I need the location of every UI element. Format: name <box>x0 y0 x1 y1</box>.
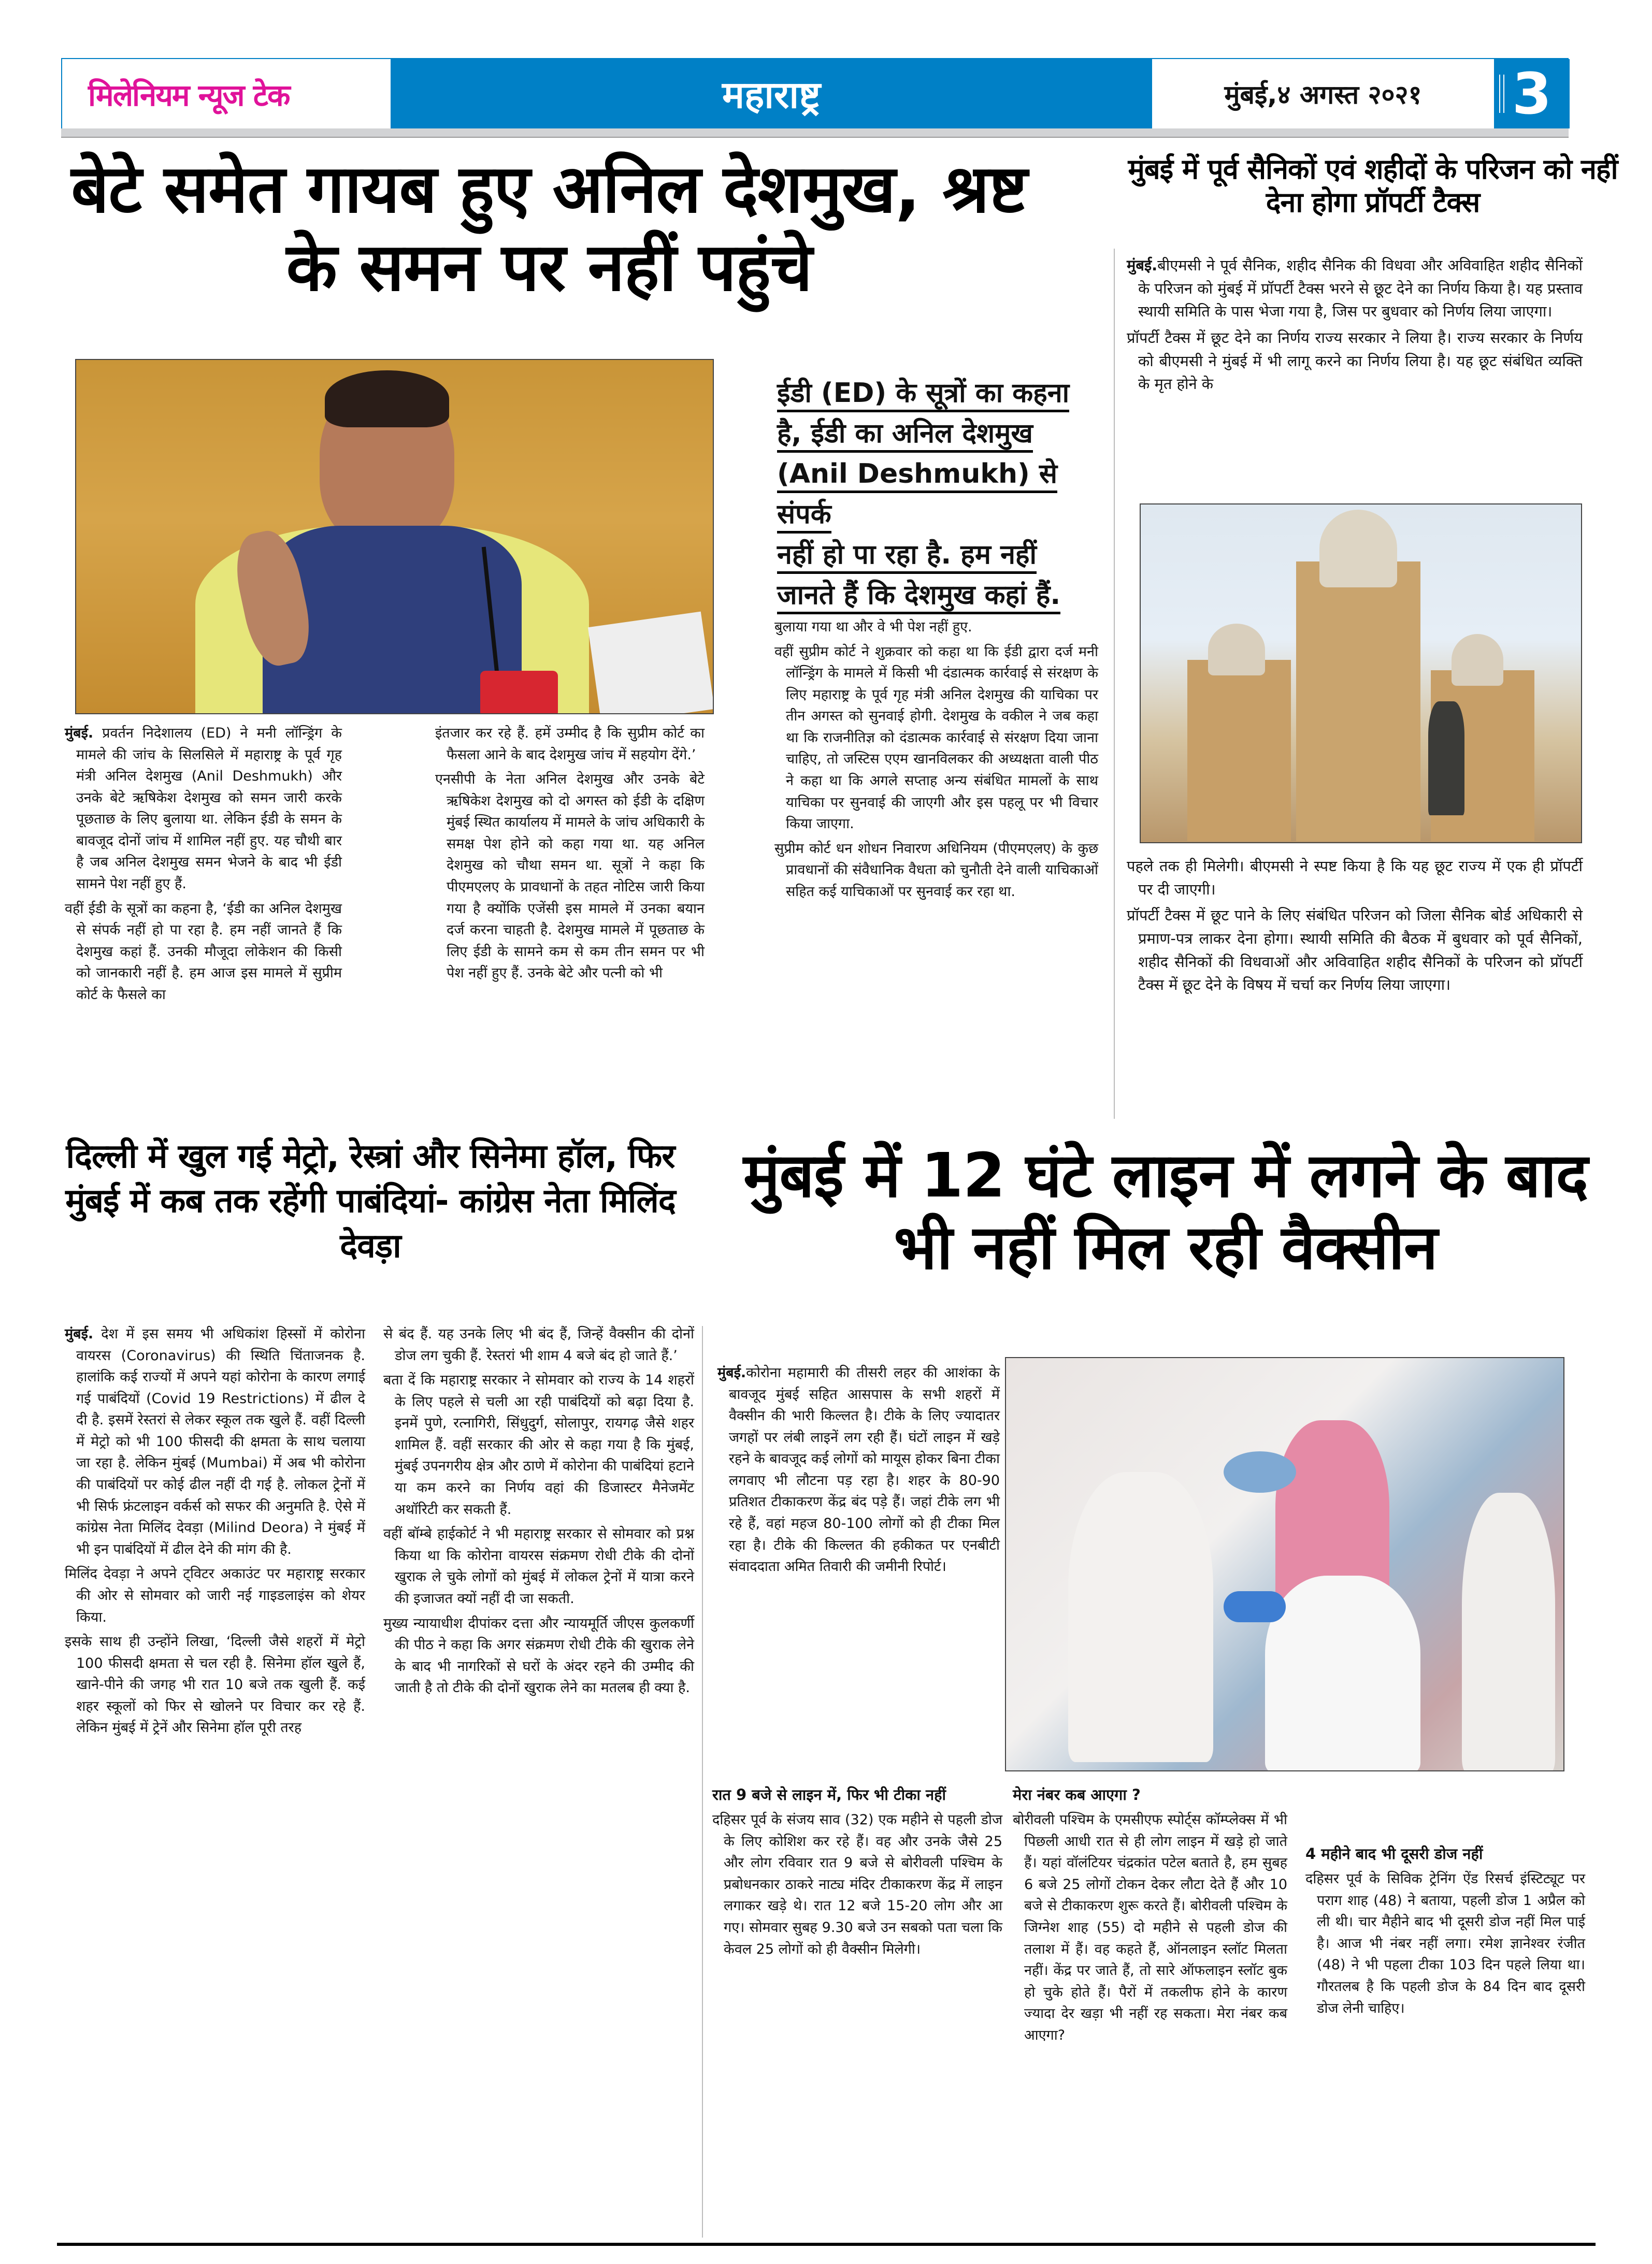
paragraph: मुंबई.बीएमसी ने पूर्व सैनिक, शहीद सैनिक की विधवा और अविवाहित शहीद सैनिकों के परिजन को मुंबई में प्रॉपर्टी टैक्स भरने से छूट देने का निर्णय किया है। यह प्रस्ताव स्थायी समिति के पास भेजा गया है, जिस पर बुधवार को निर्णय लिया जाएगा। <box>1127 256 1583 321</box>
paragraph: सुप्रीम कोर्ट धन शोधन निवारण अधिनियम (पीएमएलए) के कुछ प्रावधानों की संवैधानिक वैधता को चुनौती देने वाली याचिकाओं सहित कई याचिकाओं पर सुनवाई कर रहा था. <box>774 840 1098 900</box>
pullquote-line: (Anil Deshmukh) से संपर्क <box>777 458 1057 533</box>
paragraph: मुंबई.कोरोना महामारी की तीसरी लहर की आशंका के बावजूद मुंबई सहित आसपास के सभी शहरों में वैक्सीन की भारी किल्लत है। टीके के लिए ज्यादातर जगहों पर लंबी लाइनें लग रही हैं। घंटों लाइन में खड़े रहने के बावजूद कई लोगों को मायूस होकर बिना टीका लगवाए भी लौटना पड़ रहा है। शहर के 80-90 प्रतिशत टीकाकरण केंद्र बंद पड़े हैं। जहां टीके लग भी रहे हैं, वहां महज 80-100 लोगों को ही टीका मिल रहा है। टीके की किल्लत की हकीकत पर एनबीटी संवाददाता अमित तिवारी की जमीनी रिपोर्ट। <box>717 1365 1000 1575</box>
paragraph: दहिसर पूर्व के संजय साव (32) एक महीने से पहली डोज के लिए कोशिश कर रहे हैं। वह और उनके जैसे 25 और लोग रविवार रात 9 बजे से बोरीवली पश्चिम के प्रबोधनकार ठाकरे नाट्य मंदिर टीकाकरण केंद्र में लाइन लगाकर खड़े थे। रात 12 बजे 15-20 लोग और आ गए। सोमवार सुबह 9.30 बजे उन सबको पता चला कि केवल 25 लोगों को ही वैक्सीन मिलेगी। <box>712 1812 1002 1957</box>
page-bottom-rule <box>57 2243 1596 2246</box>
photo-bmc-building <box>1140 503 1582 843</box>
paragraph: वहीं ईडी के सूत्रों का कहना है, ‘ईडी का अनिल देशमुख से संपर्क नहीं हो पा रहा है. हम नहीं जानते हैं कि देशमुख कहां हैं. उनकी मौजूदा लोकेशन की किसी को जानकारी नहीं है. हम आज इस मामले में सुप्रीम कोर्ट के फैसले का <box>65 900 342 1003</box>
paragraph: प्रॉपर्टी टैक्स में छूट देने का निर्णय राज्य सरकार ने लिया है। राज्य सरकार के निर्णय को बीएमसी ने मुंबई में भी लागू करने का निर्णय लिया है। यह छूट संबंधित व्यक्ति के मृत होने के <box>1127 328 1583 393</box>
vaccine-intro <box>717 1362 1000 1581</box>
deshmukh-col-1 <box>65 723 342 1009</box>
pullquote-line: नहीं हो पा रहा है. हम नहीं <box>777 539 1037 574</box>
paragraph: इसके साथ ही उन्होंने लिखा, ‘दिल्ली जैसे शहरों में मेट्रो 100 फीसदी क्षमता से चल रही है. सिनेमा हॉल खुले हैं, खाने-पीने की जगह भी रात 10 बजे तक खुली हैं. कई शहर स्कूलों को फिर से खोलने पर विचार कर रहे हैं. लेकिन मुंबई में ट्रेनें और सिनेमा हॉल पूरी तरह <box>65 1634 365 1736</box>
vaccine-col-3 <box>1305 1782 1585 2022</box>
photo-dome-left <box>1208 624 1265 675</box>
dateline: मुंबई. <box>717 1365 746 1381</box>
photo-dome-right <box>1452 634 1503 686</box>
pullquote-line: ईडी (ED) के सूत्रों का कहना <box>777 378 1069 412</box>
photo-dome-center <box>1319 510 1397 587</box>
vaccine-col-2 <box>1013 1782 1287 2050</box>
photo-mic-flag <box>480 671 558 714</box>
paragraph: मिलिंद देवड़ा ने अपने ट्विटर अकाउंट पर महाराष्ट्र सरकार की ओर से सोमवार को जारी नई गाइडलाइंस को शेयर किया. <box>65 1566 365 1625</box>
deshmukh-col-3 <box>774 616 1098 906</box>
photo-deshmukh <box>75 359 714 714</box>
dateline: मुंबई. <box>65 1326 94 1342</box>
photo-statue <box>1428 701 1464 815</box>
paragraph: इंतजार कर रहे हैं. हमें उम्मीद है कि सुप्रीम कोर्ट का फैसला आने के बाद देशमुख जांच में सहयोग देंगे.’ <box>435 725 705 763</box>
photo-glove <box>1224 1591 1286 1622</box>
column-divider <box>702 1326 703 2238</box>
deshmukh-col-2 <box>435 723 705 987</box>
subhead-my-turn: मेरा नंबर कब आएगा ? <box>1013 1786 1141 1804</box>
paragraph: प्रॉपर्टी टैक्स में छूट पाने के लिए संबंधित परिजन को जिला सैनिक बोर्ड अधिकारी से प्रमाण-पत्र लाकर देना होगा। स्थायी समिति की बैठक में बुधवार को पूर्व सैनिकों, शहीद सैनिकों की विधवाओं और अविवाहित शहीद सैनिकों के परिजन को प्रॉपर्टी टैक्स में छूट देने के विषय में चर्चा कर निर्णय लिया जाएगा। <box>1127 906 1583 994</box>
section-title: महाराष्ट्र <box>391 59 1152 128</box>
paragraph: मुंबई. प्रवर्तन निदेशालय (ED) ने मनी लॉन्ड्रिंग के मामले की जांच के सिलसिले में महाराष्ट्र के पूर्व गृह मंत्री अनिल देशमुख (Anil Deshmukh) और उनके बेटे ऋषिकेश देशमुख को समन जारी करके पूछताछ के लिए बुलाया था. लेकिन ईडी के समन के बावजूद दोनों जांच में शामिल नहीं हुए. यह चौथी बार है जब अनिल देशमुख समन भेजने के बाद भी ईडी सामने पेश नहीं हुए हैं. <box>65 725 342 892</box>
paragraph: बुलाया गया था और वे भी पेश नहीं हुए. <box>774 619 972 635</box>
photo-wing-left <box>1187 660 1291 841</box>
delhi-col-1 <box>65 1323 365 1742</box>
masthead <box>61 58 1569 128</box>
photo-figure-hair <box>325 370 449 427</box>
property-tax-top <box>1127 254 1583 399</box>
property-tax-bottom <box>1127 855 1583 1000</box>
delhi-col-2 <box>383 1323 694 1702</box>
paragraph: पहले तक ही मिलेगी। बीएमसी ने स्पष्ट किया है कि यह छूट राज्य में एक ही प्रॉपर्टी पर दी जाएगी। <box>1127 857 1583 898</box>
headline-vaccine: मुंबई में 12 घंटे लाइन में लगने के बाद भी नहीं मिल रही वैक्सीन <box>743 1140 1588 1284</box>
photo-vaccination <box>1005 1357 1564 1771</box>
photo-nurse-right <box>1462 1493 1555 1771</box>
paragraph: दहिसर पूर्व के सिविक ट्रेनिंग ऐंड रिसर्च इंस्टिट्यूट पर पराग शाह (48) ने बताया, पहली डोज 1 अप्रैल को ली थी। चार मैहीने बाद भी दूसरी डोज नहीं मिल पाई है। आज भी नंबर नहीं लगा। रमेश ज्ञानेश्वर रंजीत (48) ने भी पहला टीका 103 दिन पहले लिया था। गौरतलब है कि पहली डोज के 84 दिन बाद दूसरी डोज लेनी चाहिए। <box>1305 1871 1585 2016</box>
paragraph: मुंबई. देश में इस समय भी अधिकांश हिस्सों में कोरोना वायरस (Coronavirus) की स्थिति चिंताजनक है. हालांकि कई राज्यों में अपने यहां कोरोना के कारण लगाई गई पाबंदियों (Covid 19 Restrictions) में ढील दे दी है. इसमें रेस्तरां से लेकर स्कूल तक खुले हैं. वहीं दिल्ली में मेट्रो को भी 100 फीसदी की क्षमता के साथ चलाया जा रहा है. लेकिन मुंबई (Mumbai) में अब भी कोरोना की पाबंदियों पर कोई ढील नहीं दी गई है. लोकल ट्रेनों में भी सिर्फ फ्रंटलाइन वर्कर्स को सफर की अनुमति है. ऐसे में कांग्रेस नेता मिलिंद देवड़ा (Milind Deora) ने मुंबई में भी इन पाबंदियों में ढील देने की मांग की है. <box>65 1326 365 1558</box>
photo-paper <box>588 612 714 714</box>
paragraph: बता दें कि महाराष्ट्र सरकार ने सोमवार को राज्य के 14 शहरों के लिए पहले से चली आ रही पाबंदियों को बढ़ा दिया है. इनमें पुणे, रत्नागिरी, सिंधुदुर्ग, सोलापुर, रायगढ़ जैसे शहर शामिल हैं. वहीं सरकार की ओर से कहा गया है कि मुंबई, मुंबई उपनगरीय क्षेत्र और ठाणे में कोरोना की पाबंदियां हटाने या कम करने का निर्णय वहां की डिजास्टर मैनेजमेंट अथॉरिटी कर सकती हैं. <box>383 1372 694 1518</box>
masthead-divider <box>61 128 1569 138</box>
pullquote-line: जानते हैं कि देशमुख कहां हैं. <box>777 580 1060 614</box>
issue-date: मुंबई,४ अगस्त २०२१ <box>1224 80 1422 110</box>
vaccine-col-1 <box>712 1782 1002 1963</box>
pullquote-deshmukh <box>777 373 1109 615</box>
paragraph: वहीं बॉम्बे हाईकोर्ट ने भी महाराष्ट्र सरकार से सोमवार को प्रश्न किया था कि कोरोना वायरस संक्रमण रोधी टीके की दोनों खुराक ले चुके लोगों को मुंबई में लोकल ट्रेनों में यात्रा करने की इजाजत क्यों नहीं दी जा सकती. <box>383 1526 694 1607</box>
dateline: मुंबई. <box>1127 256 1158 274</box>
photo-health-worker <box>1068 1472 1213 1762</box>
headline-deshmukh: बेटे समेत गायब हुए अनिल देशमुख, श्रष्ट के समन पर नहीं पहुंचे <box>71 151 1027 307</box>
paragraph: बोरीवली पश्चिम के एमसीएफ स्पोर्ट्स कॉम्प्लेक्स में भी पिछली आधी रात से ही लोग लाइन में खड़े हो जाते हैं। यहां वॉलंटियर चंद्रकांत पटेल बताते है, हम सुबह 6 बजे 25 लोगों टोकन देकर लौटा देते हैं और 10 बजे से टीकाकरण शुरू करते हैं। बोरीवली पश्चिम के जिग्नेश शाह (55) दो महीने से पहली डोज की तलाश में हैं। वह कहते हैं, ऑनलाइन स्लॉट मिलता नहीं। केंद्र पर जाते हैं, तो सारे ऑफलाइन स्लॉट बुक हो चुके होते हैं। पैरों में तकलीफ होने के कारण ज्यादा देर खड़ा भी नहीं रह सकता। मेरा नंबर कब आएगा? <box>1013 1812 1287 2043</box>
paragraph: मुख्य न्यायाधीश दीपांकर दत्ता और न्यायमूर्ति जीएस कुलकर्णी की पीठ ने कहा कि अगर संक्रमण रोधी टीके की खुराक लेने के बाद भी नागरिकों से घरों के अंदर रहने की उम्मीद की जाती है तो टीके की दोनों खुराक लेने का मतलब ही क्या है. <box>383 1615 694 1696</box>
paper-name: मिलेनियम न्यूज टेक <box>88 77 290 113</box>
pullquote-line: है, ईडी का अनिल देशमुख <box>777 418 1033 453</box>
paragraph: एनसीपी के नेता अनिल देशमुख और उनके बेटे ऋषिकेश देशमुख को दो अगस्त को ईडी के दक्षिण मुंबई स्थित कार्यालय में मामले के जांच अधिकारी के समक्ष पेश होने को कहा गया था. यह अनिल देशमुख को चौथा समन था. सूत्रों ने कहा कि पीएमएलए के प्रावधानों के तहत नोटिस जारी किया गया है क्योंकि एजेंसी इस मामले में उनका बयान दर्ज करना चाहती है. देशमुख मामले में पूछताछ के लिए ईडी के सामने कम से कम तीन समन पर भी पेश नहीं हुए हैं. उनके बेटे और पत्नी को भी <box>435 771 705 982</box>
page-number: 3 <box>1494 59 1570 128</box>
paragraph: वहीं सुप्रीम कोर्ट ने शुक्रवार को कहा था कि ईडी द्वारा दर्ज मनी लॉन्ड्रिंग के मामले में किसी भी दंडात्मक कार्रवाई से संरक्षण के लिए महाराष्ट्र के पूर्व गृह मंत्री अनिल देशमुख की याचिका पर तीन अगस्त को सुनवाई होगी. देशमुख के वकील ने जब कहा था कि राजनीतिज्ञ को दंडात्मक कार्रवाई से संरक्षण दिया जाना चाहिए, तो जस्टिस एएम खानविलकर की अध्यक्षता वाली पीठ ने कहा था कि अगले सप्ताह अन्य संबंधित मामलों के साथ याचिका पर सुनवाई की जाएगी और इस पहलू पर भी विचार किया जाएगा. <box>774 643 1098 832</box>
headline-property-tax: मुंबई में पूर्व सैनिकों एवं शहीदों के परिजन को नहीं देना होगा प्रॉपर्टी टैक्स <box>1128 153 1618 219</box>
paragraph: से बंद हैं. यह उनके लिए भी बंद हैं, जिन्हें वैक्सीन की दोनों डोज लग चुकी हैं. रेस्तरां भी शाम 4 बजे बंद हो जाते हैं.’ <box>383 1326 694 1364</box>
photo-worker-cap <box>1224 1451 1296 1493</box>
column-divider <box>1114 249 1115 1119</box>
dateline: मुंबई. <box>65 725 94 741</box>
subhead-second-dose: 4 महीने बाद भी दूसरी डोज नहीं <box>1305 1845 1483 1863</box>
photo-tower <box>1296 561 1420 841</box>
photo-recipient <box>1265 1576 1420 1771</box>
subhead-night-queue: रात 9 बजे से लाइन में, फिर भी टीका नहीं <box>712 1786 946 1804</box>
headline-delhi: दिल्ली में खुल गई मेट्रो, रेस्त्रां और सिनेमा हॉल, फिर मुंबई में कब तक रहेंगी पाबंदियां- कांग्रेस नेता मिलिंद देवड़ा <box>65 1137 676 1265</box>
